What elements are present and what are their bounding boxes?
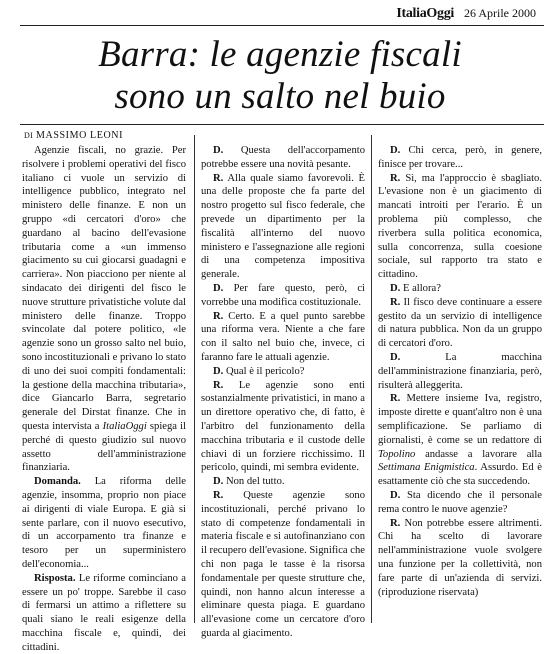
byline: [24, 130, 123, 141]
byline-author: MASSIMO LEONI: [36, 130, 124, 141]
newspaper-name: ItaliaOggi: [396, 6, 454, 21]
paragraph-intro: Agenzie fiscali, no grazie. Per risolvere i problemi operativi del fisco italiano ci vuole un servizio di intelligence pubblico, integrato nel ministero delle finanze. E non un gruppo «di cercatori d'oro» che guardano al bacino dell'evasione tributaria come a «un immenso giacimento su cui giocarsi guadagni e carriera». Non piacciono per niente al sindacato dei dirigenti del fisco le nuove strutture privatistiche volute dal ministero delle finanze. Troppo svincolate dal potere politico, «le agenzie sono un grosso salto nel buio, sono incostituzionali e privano lo stato di uno dei suoi compiti fondamentali: la gestione della macchina tributaria», dice Giancarlo Barra, segretario generale del Dirstat finanze. Che in questa intervista a ItaliaOggi spiega il perché di questo giudizio sul nuovo assetto dell'amministrazione finanziaria.: [22, 145, 187, 474]
paragraph-answer: R. Il fisco deve continuare a essere gestito da un servizio di intelligence di natura pubblica. Non da un gruppo di cercatori d'oro.: [378, 296, 542, 350]
publication-date: 26 Aprile 2000: [464, 6, 536, 20]
masthead-rule: [20, 25, 544, 26]
paragraph-question: D. Chi cerca, però, in genere, finisce per trovare...: [378, 145, 542, 170]
copyright-note: (riproduzione riservata): [378, 586, 479, 598]
text-column-1: [22, 144, 187, 653]
column-divider: [194, 135, 195, 623]
text-column-2: [201, 144, 365, 639]
article-headline: [20, 34, 540, 118]
headline-line-1: Barra: le agenzie fiscali: [98, 34, 462, 75]
text-column-3: [378, 144, 542, 624]
paragraph-question: D. E allora?: [390, 282, 441, 294]
headline-rule: [20, 124, 544, 125]
paragraph-answer: R. Non potrebbe essere altrimenti. Chi ha scelto di lavorare nell'amministrazione vuole svolgere una funzione per la collettività, non fare parte di un'azienda di servizi. (riproduzione riservata): [378, 517, 542, 598]
paragraph-answer: Risposta. Le riforme cominciano a essere un po' troppe. Sarebbe il caso di fermarsi un attimo a riflettere su quali siano le reali esigenze della macchina fiscale e, quindi, dei cittadini.: [22, 572, 186, 653]
paragraph-answer: R. Le agenzie sono enti sostanzialmente privatistici, in mano a un direttore operativo che, di fatto, è l'arbitro del funzionamento della macchina tributaria e il custode delle chiavi di un forziere ricchissimo. Il pericolo, quindi, mi sembra evidente.: [201, 379, 365, 474]
paragraph-question: Domanda. La riforma delle agenzie, insomma, proprio non piace ai dirigenti di viale Europa. E già si sente parlare, con il nuovo esecutivo, di un accorpamento tra finanze e tesoro per un superministero dell'economia...: [22, 476, 186, 570]
paragraph-question: D. Per fare questo, però, ci vorrebbe una modifica costituzionale.: [201, 282, 365, 308]
paragraph-question: D. Questa dell'accorpamento potrebbe essere una novità pesante.: [201, 145, 365, 170]
paragraph-question: D. Sta dicendo che il personale rema contro le nuove agenzie?: [378, 489, 542, 515]
paragraph-answer: R. Sì, ma l'approccio è sbagliato. L'evasione non è un giacimento di mancati introiti per l'erario. È un problema più complesso, che riverbera sulla politica economica, sulla concorrenza, sulla coesione sociale, sul rapporto tra stato e cittadino.: [378, 172, 542, 281]
headline-line-2: sono un salto nel buio: [114, 76, 446, 117]
paragraph-answer: R. Mettere insieme Iva, registro, imposte dirette e quant'altro non è una semplificazione. Se parliamo di giornalisti, è come se un redattore di Topolino andasse a lavorare alla Settimana Enigmistica. Assurdo. Ed è esattamente ciò che sta succedendo.: [378, 393, 542, 488]
paragraph-question: D. La macchina dell'amministrazione finanziaria, però, risulterà alleggerita.: [378, 351, 542, 391]
paragraph-answer: R. Alla quale siamo favorevoli. È una delle proposte che fa parte del nostro progetto sul fisco federale, che prevede un dipartimento per la fiscalità all'interno del nuovo ministero e l'assegnazione alle regioni di una competenza impositiva generale.: [201, 172, 365, 281]
paragraph-answer: R. Queste agenzie sono incostituzionali, perché privano lo stato di competenze fondamentali in materia fiscale e si autofinanziano con il recupero dell'evasione. Significa che chi non paga le tasse è la risorsa fondamentale per queste strutture che, quindi, non hanno alcun interesse a eliminare questa piaga. E guardano all'evasione come un cercatore d'oro guarda al giacimento.: [201, 489, 365, 639]
paragraph-question: D. Non del tutto.: [213, 476, 285, 488]
column-divider: [371, 135, 372, 623]
byline-prefix: DI: [24, 131, 34, 140]
paragraph-answer: R. Certo. E a quel punto sarebbe una riforma vera. Niente a che fare con il salto nel buio che, invece, ci faranno fare le attuali agenzie.: [201, 310, 365, 363]
paragraph-question: D. Qual è il pericolo?: [213, 365, 305, 377]
masthead: [396, 6, 536, 22]
